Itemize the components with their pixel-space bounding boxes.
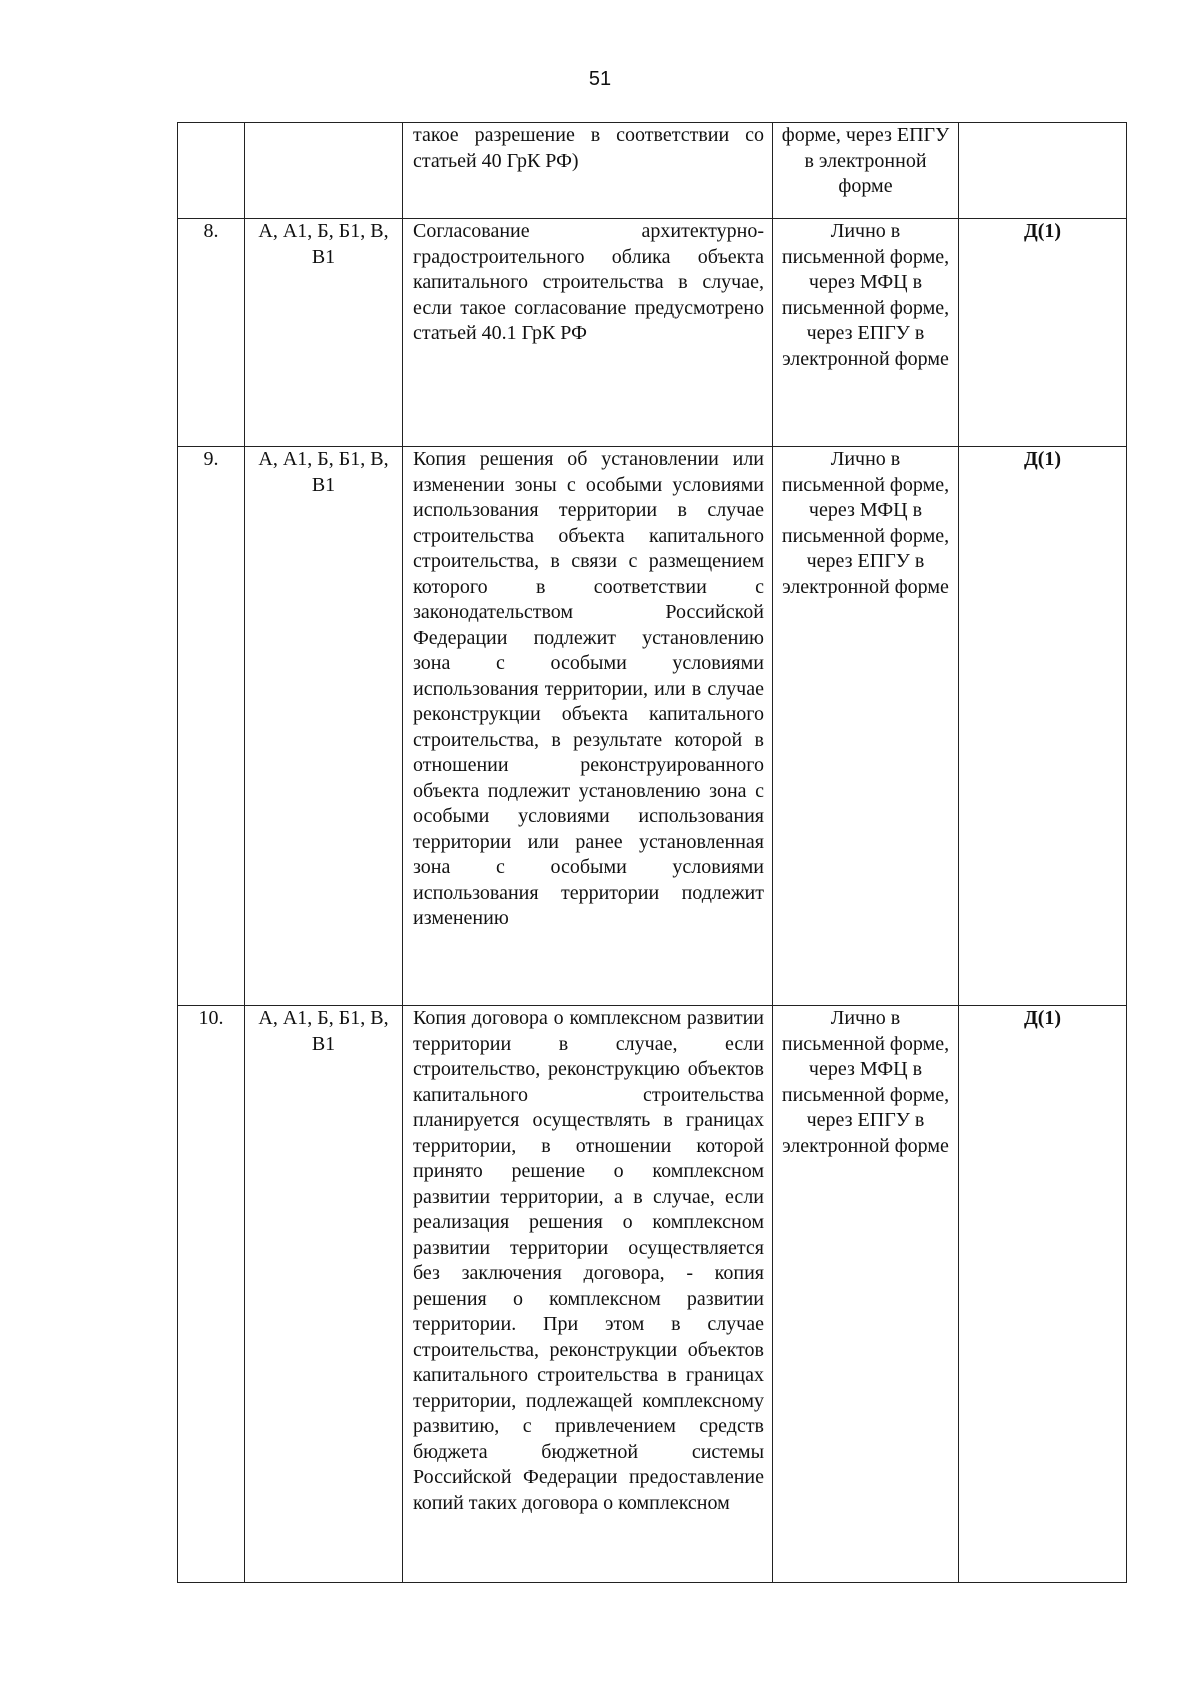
row-number: 10.	[178, 1006, 245, 1583]
table-row	[178, 1006, 1127, 1583]
row-categories: А, А1, Б, Б1, В, В1	[245, 219, 403, 447]
row-code: Д(1)	[959, 447, 1127, 1006]
row-document: Копия договора о комплексном развитии территории в случае, если строительство, реконструкцию объектов капитального строительства планируется осуществлять в границах территории, в отношении которой принято решение о комплексном развитии территории, а в случае, если реализация решения о комплексном развитии территории осуществляется без заключения договора, - копия решения о комплексном развитии территории. При этом в случае строительства, реконструкции объектов капитального строительства в границах территории, подлежащей комплексному развитию, с привлечением средств бюджета бюджетной системы Российской Федерации предоставление копий таких договора о комплексном	[403, 1006, 773, 1583]
row-document: Согласование архитектурно-градостроительного облика объекта капитального строительства в случае, если такое согласование предусмотрено статьей 40.1 ГрК РФ	[403, 219, 773, 447]
row-code: Д(1)	[959, 1006, 1127, 1583]
row-document: такое разрешение в соответствии со статьей 40 ГрК РФ)	[403, 123, 773, 219]
row-number: 8.	[178, 219, 245, 447]
row-categories: А, А1, Б, Б1, В, В1	[245, 447, 403, 1006]
row-submission-method: форме, через ЕПГУ в электронной форме	[773, 123, 959, 219]
row-document: Копия решения об установлении или изменении зоны с особыми условиями использования территории в случае строительства объекта капитального строительства, в связи с размещением которого в соответствии с законодательством Российской Федерации подлежит установлению зона с особыми условиями использования территории, или в случае реконструкции объекта капитального строительства, в результате которой в отношении реконструированного объекта подлежит установлению зона с особыми условиями использования территории или ранее установленная зона с особыми условиями использования территории подлежит изменению	[403, 447, 773, 1006]
row-categories	[245, 123, 403, 219]
page-number: 51	[588, 68, 612, 90]
row-number	[178, 123, 245, 219]
documents-table	[177, 122, 1127, 1583]
row-number: 9.	[178, 447, 245, 1006]
table-row	[178, 447, 1127, 1006]
table-row	[178, 123, 1127, 219]
row-categories: А, А1, Б, Б1, В, В1	[245, 1006, 403, 1583]
row-code: Д(1)	[959, 219, 1127, 447]
table-row	[178, 219, 1127, 447]
row-submission-method: Лично в письменной форме, через МФЦ в письменной форме, через ЕПГУ в электронной форме	[773, 219, 959, 447]
row-submission-method: Лично в письменной форме, через МФЦ в письменной форме, через ЕПГУ в электронной форме	[773, 1006, 959, 1583]
row-submission-method: Лично в письменной форме, через МФЦ в письменной форме, через ЕПГУ в электронной форме	[773, 447, 959, 1006]
row-code	[959, 123, 1127, 219]
